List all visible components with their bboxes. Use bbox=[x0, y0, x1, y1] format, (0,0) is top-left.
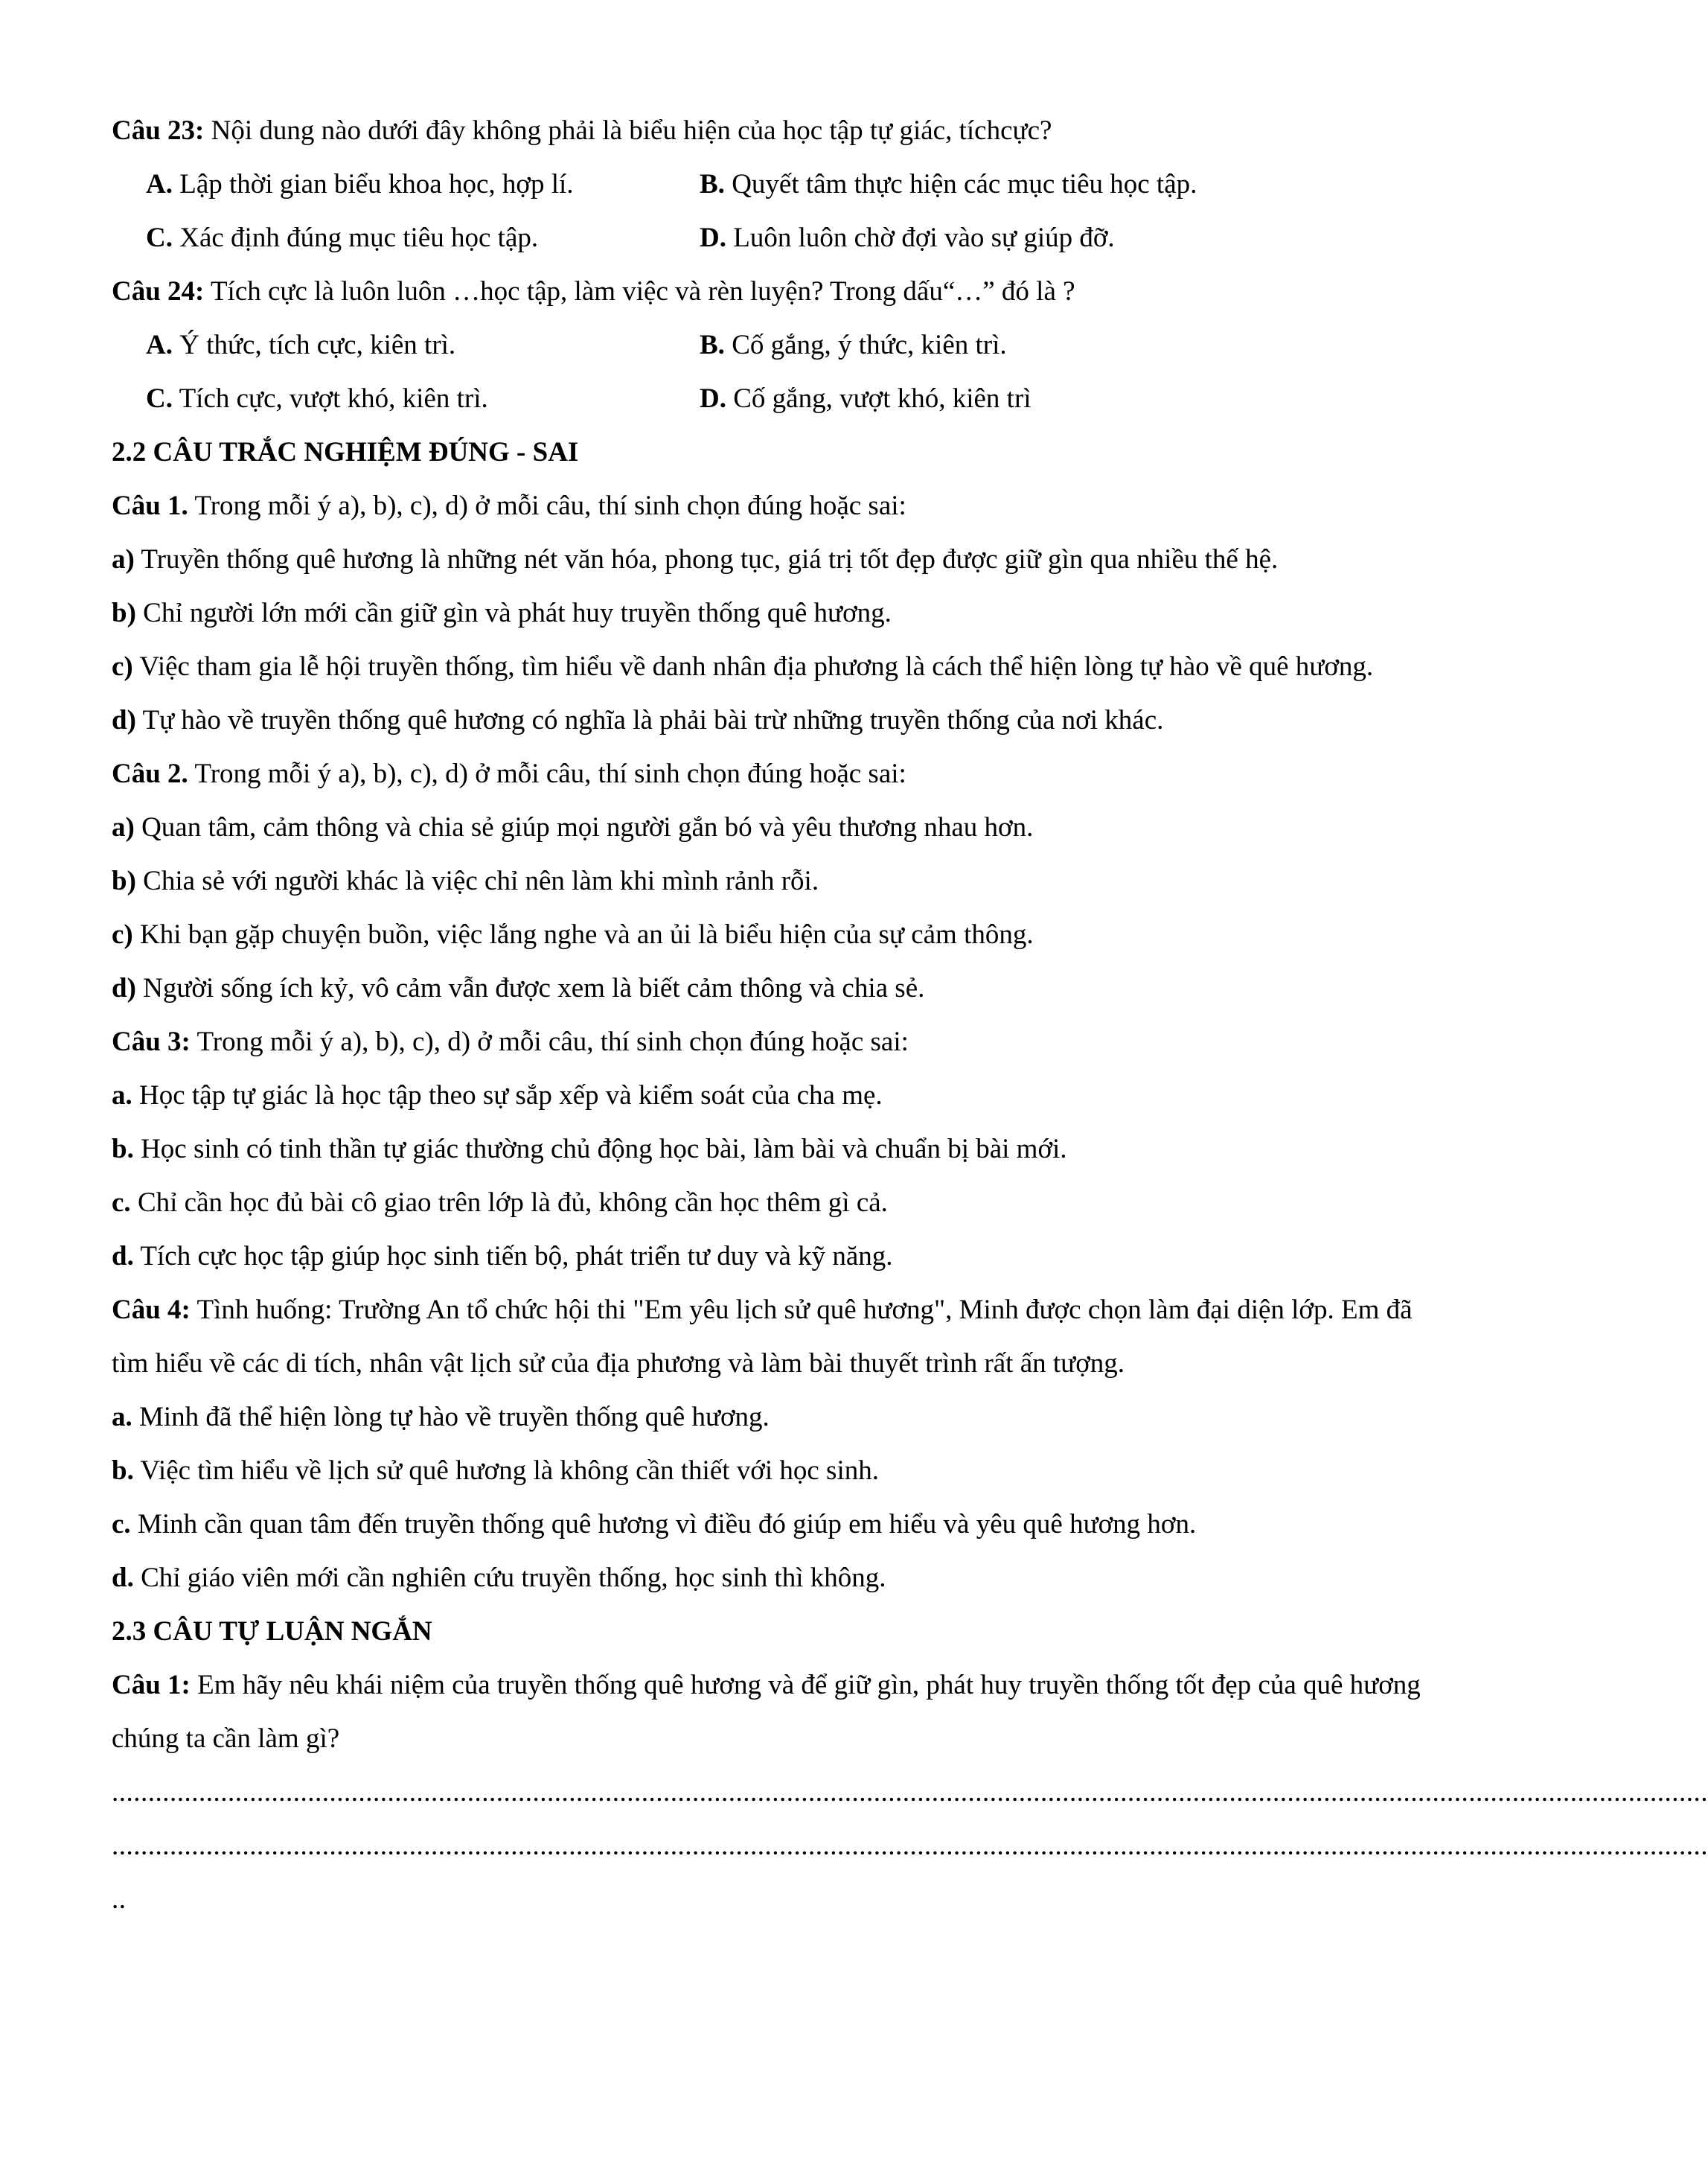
options-row bbox=[112, 372, 1427, 426]
option-text: Luôn luôn chờ đợi vào sự giúp đỡ. bbox=[726, 223, 1115, 253]
tf-question-3 bbox=[112, 1015, 1427, 1069]
statement-a bbox=[112, 801, 1427, 855]
option-letter: D. bbox=[700, 223, 726, 253]
answer-line: ............................................................................................................................................................................................................................ bbox=[112, 1777, 1708, 1808]
statement-letter: c) bbox=[112, 919, 133, 950]
statement-a bbox=[112, 1069, 1427, 1123]
statement-text: Học sinh có tinh thần tự giác thường chủ động học bài, làm bài và chuẩn bị bài mới. bbox=[133, 1134, 1067, 1164]
question-text: Trong mỗi ý a), b), c), d) ở mỗi câu, thí sinh chọn đúng hoặc sai: bbox=[190, 1027, 909, 1057]
statement-c bbox=[112, 1176, 1427, 1230]
statement-a bbox=[112, 533, 1427, 587]
option-letter: A. bbox=[146, 169, 173, 200]
answer-line: .. bbox=[112, 1884, 127, 1915]
question-23 bbox=[112, 104, 1427, 158]
option-letter: A. bbox=[146, 330, 173, 360]
question-text: Tích cực là luôn luôn …học tập, làm việc và rèn luyện? Trong dấu“…” đó là ? bbox=[204, 276, 1075, 307]
option-a bbox=[112, 158, 700, 211]
statement-text: Tự hào về truyền thống quê hương có nghĩa là phải bài trừ những truyền thống của nơi khác. bbox=[135, 705, 1164, 736]
question-text: Tình huống: Trường An tổ chức hội thi "Em yêu lịch sử quê hương", Minh được chọn làm đại diện lớp. Em đã tìm hiểu về các di tích, nhân vật lịch sử của địa phương và làm bài thuyết trình rất ấn tượng. bbox=[112, 1295, 1413, 1379]
statement-text: Tích cực học tập giúp học sinh tiến bộ, phát triển tư duy và kỹ năng. bbox=[133, 1241, 893, 1272]
answer-line: ............................................................................................................................................................................................................................ bbox=[112, 1831, 1708, 1861]
tf-question-2 bbox=[112, 747, 1427, 801]
question-text: Trong mỗi ý a), b), c), d) ở mỗi câu, thí sinh chọn đúng hoặc sai: bbox=[188, 491, 906, 521]
statement-letter: d. bbox=[112, 1563, 134, 1593]
statement-text: Minh đã thể hiện lòng tự hào về truyền thống quê hương. bbox=[132, 1402, 770, 1432]
statement-text: Khi bạn gặp chuyện buồn, việc lắng nghe và an ủi là biểu hiện của sự cảm thông. bbox=[132, 919, 1034, 950]
question-text: Nội dung nào dưới đây không phải là biểu hiện của học tập tự giác, tíchcực? bbox=[204, 115, 1052, 146]
short-answer-question-1 bbox=[112, 1659, 1427, 1766]
statement-text: Người sống ích kỷ, vô cảm vẫn được xem là biết cảm thông và chia sẻ. bbox=[135, 973, 925, 1004]
statement-c bbox=[112, 908, 1427, 962]
statement-b bbox=[112, 587, 1427, 640]
statement-c bbox=[112, 1498, 1427, 1551]
option-text: Cố gắng, vượt khó, kiên trì bbox=[726, 383, 1031, 414]
statement-letter: c) bbox=[112, 651, 133, 682]
statement-text: Minh cần quan tâm đến truyền thống quê hương vì điều đó giúp em hiểu và yêu quê hương hơn. bbox=[130, 1509, 1197, 1540]
question-label: Câu 24: bbox=[112, 276, 205, 307]
options-row bbox=[112, 211, 1427, 265]
statement-letter: a. bbox=[112, 1402, 132, 1432]
option-text: Quyết tâm thực hiện các mục tiêu học tập. bbox=[724, 169, 1197, 200]
statement-a bbox=[112, 1391, 1427, 1444]
option-letter: B. bbox=[700, 330, 725, 360]
statement-d bbox=[112, 962, 1427, 1015]
statement-b bbox=[112, 855, 1427, 908]
question-label: Câu 1: bbox=[112, 1670, 191, 1700]
question-label: Câu 4: bbox=[112, 1295, 191, 1325]
statement-letter: b. bbox=[112, 1134, 134, 1164]
statement-letter: a. bbox=[112, 1080, 132, 1111]
statement-letter: b) bbox=[112, 866, 136, 896]
statement-text: Chỉ người lớn mới cần giữ gìn và phát huy truyền thống quê hương. bbox=[135, 598, 892, 628]
section-heading-true-false: 2.2 CÂU TRẮC NGHIỆM ĐÚNG - SAI bbox=[112, 437, 579, 468]
option-d bbox=[700, 211, 1115, 265]
option-letter: C. bbox=[146, 223, 173, 253]
option-a bbox=[112, 319, 700, 372]
option-b bbox=[700, 319, 1007, 372]
option-b bbox=[700, 158, 1197, 211]
option-letter: C. bbox=[146, 383, 173, 414]
statement-letter: d) bbox=[112, 705, 136, 736]
statement-text: Truyền thống quê hương là những nét văn hóa, phong tục, giá trị tốt đẹp được giữ gìn qua nhiều thế hệ. bbox=[134, 544, 1279, 575]
option-text: Lập thời gian biểu khoa học, hợp lí. bbox=[172, 169, 574, 200]
question-label: Câu 3: bbox=[112, 1027, 191, 1057]
tf-question-4 bbox=[112, 1283, 1427, 1391]
statement-text: Học tập tự giác là học tập theo sự sắp xếp và kiểm soát của cha mẹ. bbox=[132, 1080, 883, 1111]
tf-question-1 bbox=[112, 479, 1427, 533]
statement-d bbox=[112, 1230, 1427, 1283]
statement-text: Chỉ giáo viên mới cần nghiên cứu truyền thống, học sinh thì không. bbox=[133, 1563, 886, 1593]
option-letter: B. bbox=[700, 169, 725, 200]
option-text: Tích cực, vượt khó, kiên trì. bbox=[172, 383, 488, 414]
section-heading-short-answer: 2.3 CÂU TỰ LUẬN NGẮN bbox=[112, 1616, 432, 1647]
statement-letter: b. bbox=[112, 1455, 134, 1486]
option-text: Xác định đúng mục tiêu học tập. bbox=[172, 223, 539, 253]
option-letter: D. bbox=[700, 383, 726, 414]
options-row bbox=[112, 158, 1427, 211]
statement-letter: d) bbox=[112, 973, 136, 1004]
statement-text: Việc tham gia lễ hội truyền thống, tìm hiểu về danh nhân địa phương là cách thể hiện lòng tự hào về quê hương. bbox=[132, 651, 1374, 682]
statement-letter: a) bbox=[112, 544, 135, 575]
statement-letter: b) bbox=[112, 598, 136, 628]
question-label: Câu 2. bbox=[112, 759, 188, 789]
statement-text: Chỉ cần học đủ bài cô giao trên lớp là đủ, không cần học thêm gì cả. bbox=[130, 1187, 888, 1218]
statement-b bbox=[112, 1444, 1427, 1498]
question-text: Trong mỗi ý a), b), c), d) ở mỗi câu, thí sinh chọn đúng hoặc sai: bbox=[188, 759, 906, 789]
statement-text: Chia sẻ với người khác là việc chỉ nên làm khi mình rảnh rỗi. bbox=[135, 866, 819, 896]
statement-text: Quan tâm, cảm thông và chia sẻ giúp mọi người gắn bó và yêu thương nhau hơn. bbox=[134, 812, 1034, 843]
statement-letter: c. bbox=[112, 1187, 131, 1218]
question-text: Em hãy nêu khái niệm của truyền thống quê hương và để giữ gìn, phát huy truyền thống tốt đẹp của quê hương chúng ta cần làm gì? bbox=[112, 1670, 1421, 1754]
statement-b bbox=[112, 1123, 1427, 1176]
option-text: Ý thức, tích cực, kiên trì. bbox=[172, 330, 456, 360]
option-c bbox=[112, 372, 700, 426]
statement-letter: c. bbox=[112, 1509, 131, 1540]
statement-d bbox=[112, 1551, 1427, 1605]
statement-d bbox=[112, 694, 1427, 747]
question-24 bbox=[112, 265, 1427, 319]
option-d bbox=[700, 372, 1031, 426]
statement-text: Việc tìm hiểu về lịch sử quê hương là không cần thiết với học sinh. bbox=[133, 1455, 879, 1486]
question-label: Câu 23: bbox=[112, 115, 205, 146]
statement-c bbox=[112, 640, 1427, 694]
option-c bbox=[112, 211, 700, 265]
option-text: Cố gắng, ý thức, kiên trì. bbox=[724, 330, 1007, 360]
question-label: Câu 1. bbox=[112, 491, 188, 521]
statement-letter: a) bbox=[112, 812, 135, 843]
statement-letter: d. bbox=[112, 1241, 134, 1272]
options-row bbox=[112, 319, 1427, 372]
